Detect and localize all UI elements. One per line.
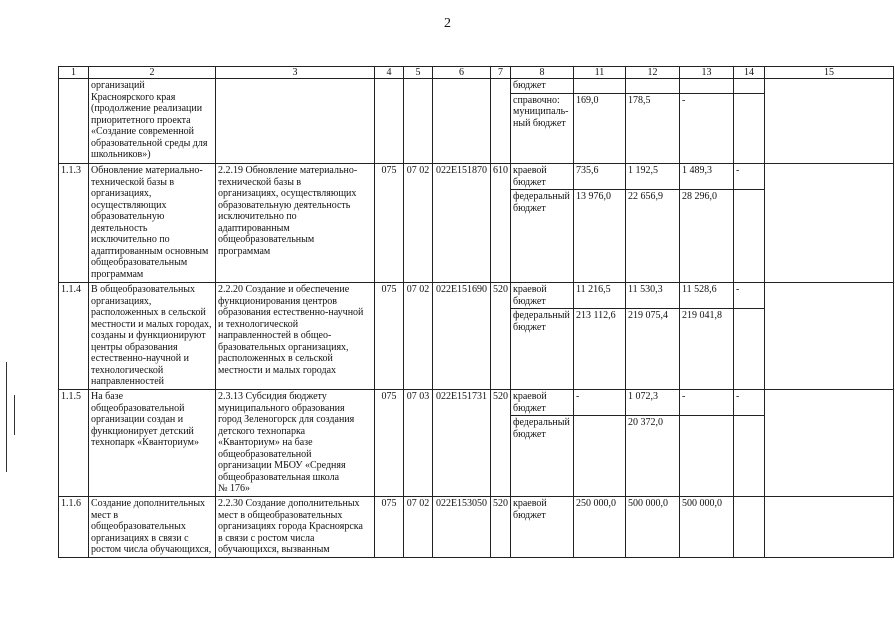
row-name-cell: Создание дополнительных мест в общеобразовательных организациях в связи с ростом числа обучающихся, xyxy=(89,497,216,558)
header-cell: 12 xyxy=(626,67,680,79)
rzpr-cell: 07 02 xyxy=(404,497,433,558)
note-cell xyxy=(765,497,894,558)
continued-cell xyxy=(375,79,404,164)
value-cell: - xyxy=(734,164,765,190)
grbs-cell: 075 xyxy=(375,283,404,390)
continued-number-cell xyxy=(59,79,89,164)
value-cell: 500 000,0 xyxy=(680,497,734,558)
source-cell: краевой бюджет xyxy=(511,283,574,309)
value-cell: 219 075,4 xyxy=(626,309,680,390)
continued-name-cell: организаций Красноярского края (продолжение реализации приоритетного проекта «Создание современной образовательной среды для школьников») xyxy=(89,79,216,164)
source-cell: краевой бюджет xyxy=(511,390,574,416)
source-cell: федеральный бюджет xyxy=(511,309,574,390)
source-cell: федеральный бюджет xyxy=(511,416,574,497)
value-cell: 11 530,3 xyxy=(626,283,680,309)
continued-cell xyxy=(433,79,491,164)
value-cell xyxy=(734,416,765,497)
note-cell xyxy=(765,164,894,283)
header-cell: 1 xyxy=(59,67,89,79)
value-cell xyxy=(734,190,765,283)
value-cell: 169,0 xyxy=(574,93,626,164)
continued-ref-source-cell: справочно: муниципаль- ный бюджет xyxy=(511,93,574,164)
header-cell: 15 xyxy=(765,67,894,79)
row-measure-cell: 2.2.20 Создание и обеспечение функционирования центров образования естественно-научной и технологической направленностей в общео- бразовательных организациях, расположенных в сельской местности и малых городах xyxy=(216,283,375,390)
continued-cell xyxy=(574,79,626,94)
scan-margin-mark xyxy=(14,395,15,435)
value-cell: - xyxy=(734,283,765,309)
value-cell xyxy=(680,416,734,497)
table-row xyxy=(59,390,894,416)
header-row xyxy=(59,67,894,79)
source-cell: краевой бюджет xyxy=(511,164,574,190)
header-cell: 13 xyxy=(680,67,734,79)
row-name-cell: На базе общеобразовательной организации создан и функционирует детский технопарк «Кванториум» xyxy=(89,390,216,497)
row-number-cell: 1.1.4 xyxy=(59,283,89,390)
note-cell xyxy=(765,283,894,390)
vr-cell: 520 xyxy=(491,390,511,497)
csr-cell: 022E153050 xyxy=(433,497,491,558)
rzpr-cell: 07 02 xyxy=(404,283,433,390)
value-cell: 178,5 xyxy=(626,93,680,164)
grbs-cell: 075 xyxy=(375,390,404,497)
row-measure-cell: 2.2.30 Создание дополнительных мест в общеобразовательных организациях города Красноярска в связи с ростом числа обучающихся, вызванным xyxy=(216,497,375,558)
scan-margin-mark xyxy=(6,362,7,472)
continued-cell xyxy=(765,79,894,164)
vr-cell: 520 xyxy=(491,497,511,558)
csr-cell: 022E151870 xyxy=(433,164,491,283)
value-cell xyxy=(734,497,765,558)
row-measure-cell: 2.3.13 Субсидия бюджету муниципального образования город Зеленогорск для создания детского технопарка «Кванториум» на базе общеобразовательной организации МБОУ «Средняя общеобразовательная школа № 176» xyxy=(216,390,375,497)
value-cell: 22 656,9 xyxy=(626,190,680,283)
value-cell: 219 041,8 xyxy=(680,309,734,390)
value-cell: - xyxy=(680,390,734,416)
csr-cell: 022E151690 xyxy=(433,283,491,390)
rzpr-cell: 07 02 xyxy=(404,164,433,283)
value-cell: 20 372,0 xyxy=(626,416,680,497)
value-cell: - xyxy=(574,390,626,416)
header-cell: 8 xyxy=(511,67,574,79)
value-cell: 250 000,0 xyxy=(574,497,626,558)
value-cell: 11 528,6 xyxy=(680,283,734,309)
source-cell: краевой бюджет xyxy=(511,497,574,558)
row-name-cell: В общеобразовательных организациях, расположенных в сельской местности и малых городах, созданы и функционируют центры образования естественно-научной и технологической направленностей xyxy=(89,283,216,390)
value-cell: - xyxy=(734,390,765,416)
value-cell xyxy=(574,416,626,497)
row-number-cell: 1.1.3 xyxy=(59,164,89,283)
row-name-cell: Обновление материально- технической базы в организациях, осуществляющих образовательную деятельность исключительно по адаптированным основным общеобразовательным программам xyxy=(89,164,216,283)
table-row xyxy=(59,283,894,309)
vr-cell: 610 xyxy=(491,164,511,283)
continued-cell xyxy=(491,79,511,164)
table-row xyxy=(59,497,894,558)
csr-cell: 022E151731 xyxy=(433,390,491,497)
value-cell: 28 296,0 xyxy=(680,190,734,283)
value-cell: 11 216,5 xyxy=(574,283,626,309)
value-cell xyxy=(734,93,765,164)
header-cell: 11 xyxy=(574,67,626,79)
continued-cell xyxy=(626,79,680,94)
header-cell: 2 xyxy=(89,67,216,79)
table-row xyxy=(59,164,894,190)
continued-measure-cell xyxy=(216,79,375,164)
rzpr-cell: 07 03 xyxy=(404,390,433,497)
continued-cell xyxy=(680,79,734,94)
grbs-cell: 075 xyxy=(375,497,404,558)
note-cell xyxy=(765,390,894,497)
row-number-cell: 1.1.6 xyxy=(59,497,89,558)
page-number: 2 xyxy=(444,16,451,31)
value-cell: 500 000,0 xyxy=(626,497,680,558)
header-cell: 7 xyxy=(491,67,511,79)
continued-cell xyxy=(404,79,433,164)
header-cell: 5 xyxy=(404,67,433,79)
value-cell: 13 976,0 xyxy=(574,190,626,283)
value-cell: 735,6 xyxy=(574,164,626,190)
header-cell: 4 xyxy=(375,67,404,79)
continued-source-cell: бюджет xyxy=(511,79,574,94)
vr-cell: 520 xyxy=(491,283,511,390)
row-number-cell: 1.1.5 xyxy=(59,390,89,497)
header-cell: 3 xyxy=(216,67,375,79)
value-cell: 213 112,6 xyxy=(574,309,626,390)
source-cell: федеральный бюджет xyxy=(511,190,574,283)
value-cell: 1 489,3 xyxy=(680,164,734,190)
value-cell: 1 192,5 xyxy=(626,164,680,190)
value-cell: - xyxy=(680,93,734,164)
row-measure-cell: 2.2.19 Обновление материально- технической базы в организациях, осуществляющих образовательную деятельность исключительно по адаптированным общеобразовательным программам xyxy=(216,164,375,283)
budget-table xyxy=(58,66,894,558)
continued-cell xyxy=(734,79,765,94)
grbs-cell: 075 xyxy=(375,164,404,283)
header-cell: 6 xyxy=(433,67,491,79)
continued-row xyxy=(59,79,894,94)
header-cell: 14 xyxy=(734,67,765,79)
value-cell xyxy=(734,309,765,390)
value-cell: 1 072,3 xyxy=(626,390,680,416)
